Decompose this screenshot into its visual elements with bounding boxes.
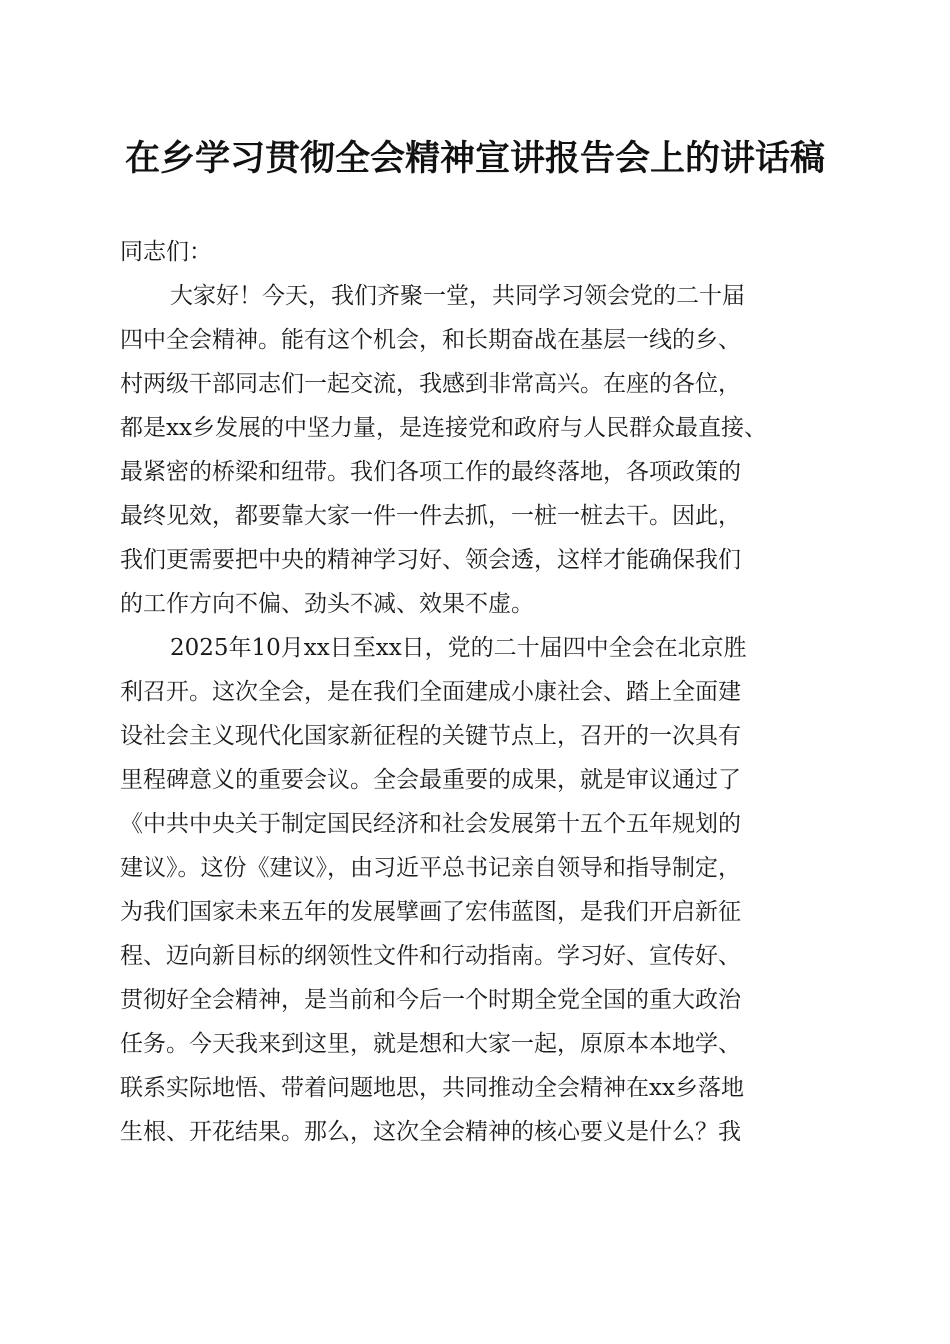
- paragraph-line: 任务。今天我来到这里，就是想和大家一起，原原本本地学、: [120, 1031, 741, 1057]
- paragraph-line: 利召开。这次全会，是在我们全面建成小康社会、踏上全面建: [120, 679, 741, 705]
- paragraph-line: 程、迈向新目标的纲领性文件和行动指南。学习好、宣传好、: [120, 943, 741, 969]
- paragraph-line: 四中全会精神。能有这个机会，和长期奋战在基层一线的乡、: [120, 327, 741, 353]
- paragraph-line: 村两级干部同志们一起交流，我感到非常高兴。在座的各位，: [120, 371, 741, 397]
- paragraph-2: [120, 626, 832, 1154]
- paragraph-line: 《中共中央关于制定国民经济和社会发展第十五个五年规划的: [120, 811, 741, 837]
- paragraph-line: 生根、开花结果。那么，这次全会精神的核心要义是什么？我: [120, 1119, 741, 1145]
- paragraph-line: 最紧密的桥梁和纽带。我们各项工作的最终落地，各项政策的: [120, 459, 741, 485]
- paragraph-line: 设社会主义现代化国家新征程的关键节点上，召开的一次具有: [120, 723, 741, 749]
- paragraph-line: 都是xx乡发展的中坚力量，是连接党和政府与人民群众最直接、: [120, 415, 767, 441]
- paragraph-line: 里程碑意义的重要会议。全会最重要的成果，就是审议通过了: [120, 767, 741, 793]
- salutation: 同志们：: [120, 239, 212, 265]
- paragraph-line: 的工作方向不偏、劲头不减、效果不虚。: [120, 591, 534, 617]
- paragraph-line: 为我们国家未来五年的发展擘画了宏伟蓝图，是我们开启新征: [120, 899, 741, 925]
- paragraph-1: [120, 274, 832, 626]
- paragraph-line: 大家好！今天，我们齐聚一堂，共同学习领会党的二十届: [170, 283, 745, 309]
- document-body: [120, 230, 832, 1154]
- paragraph-line: 建议》。这份《建议》，由习近平总书记亲自领导和指导制定，: [120, 855, 741, 881]
- paragraph-line: 2025年10月xx日至xx日，党的二十届四中全会在北京胜: [170, 635, 747, 661]
- document-title: 在乡学习贯彻全会精神宣讲报告会上的讲话稿: [124, 138, 825, 179]
- paragraph-line: 最终见效，都要靠大家一件一件去抓，一桩一桩去干。因此，: [120, 503, 741, 529]
- paragraph-line: 联系实际地悟、带着问题地思，共同推动全会精神在xx乡落地: [120, 1075, 744, 1101]
- paragraph-line: 贯彻好全会精神，是当前和今后一个时期全党全国的重大政治: [120, 987, 741, 1013]
- paragraph-line: 我们更需要把中央的精神学习好、领会透，这样才能确保我们: [120, 547, 741, 573]
